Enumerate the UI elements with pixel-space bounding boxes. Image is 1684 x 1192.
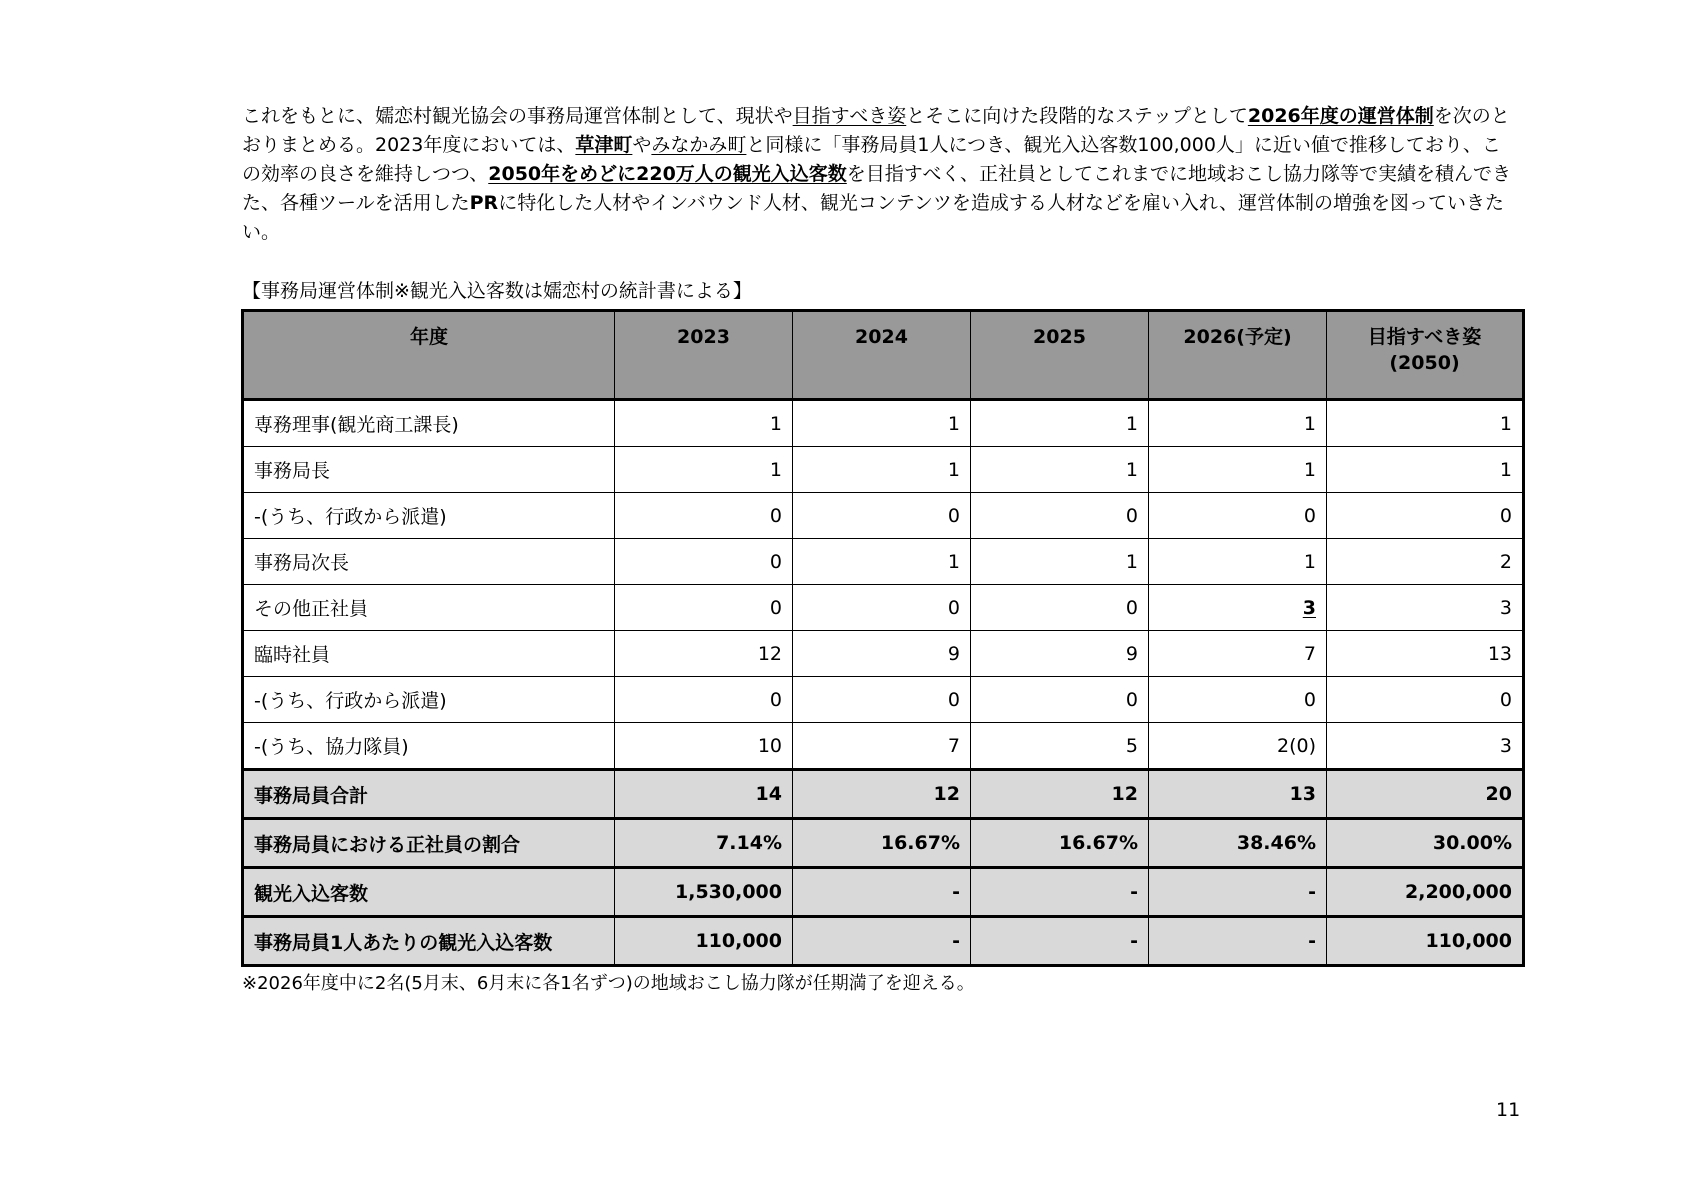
header-year: 年度	[243, 311, 615, 400]
text-run: や	[632, 134, 652, 156]
table-cell: 2,200,000	[1327, 868, 1524, 917]
table-cell: 0	[793, 677, 971, 723]
underlined-term: 草津町	[575, 134, 633, 156]
table-cell: 0	[1149, 493, 1327, 539]
table-cell: 0	[615, 539, 793, 585]
table-cell: 20	[1327, 770, 1524, 819]
table-cell: 1	[971, 447, 1149, 493]
table-row	[243, 493, 1524, 539]
table-cell: 2(0)	[1149, 723, 1327, 770]
table-cell: 0	[615, 493, 793, 539]
row-label: 臨時社員	[243, 631, 615, 677]
table-caption: 【事務局運営体制※観光入込客数は嬬恋村の統計書による】	[242, 280, 752, 302]
table-cell: 0	[1327, 677, 1524, 723]
table-row	[243, 677, 1524, 723]
table-cell: 0	[615, 585, 793, 631]
underlined-term: みなかみ町	[651, 134, 747, 156]
header-2025: 2025	[971, 311, 1149, 400]
text-run: これをもとに、嬬恋村観光協会の事務局運営体制として、現状や	[242, 105, 793, 127]
text-run: を目指すべく、正社員としてこれまでに地域おこし協力隊等で実績を積んできた、各種ツールを活用した	[242, 163, 1512, 214]
header-goal	[1327, 311, 1524, 400]
table-cell: 1	[793, 400, 971, 447]
table-cell: 110,000	[1327, 917, 1524, 966]
row-label: -(うち、行政から派遣)	[243, 677, 615, 723]
table-cell: 0	[793, 585, 971, 631]
row-label: 事務局員合計	[243, 770, 615, 819]
table-cell: 0	[971, 493, 1149, 539]
header-2023: 2023	[615, 311, 793, 400]
table-cell: 0	[1149, 677, 1327, 723]
table-row	[243, 723, 1524, 770]
table-cell: 5	[971, 723, 1149, 770]
underlined-term: 2026年度の運営体制	[1247, 105, 1434, 127]
text-run: を次のとおりまとめる。2023年度においては、	[242, 105, 1510, 156]
table-cell: -	[793, 917, 971, 966]
table-cell: 2	[1327, 539, 1524, 585]
row-label: 事務局員における正社員の割合	[243, 819, 615, 868]
table-cell: 1	[1149, 539, 1327, 585]
staffing-table	[241, 309, 1525, 967]
page-number: 11	[1496, 1099, 1521, 1121]
text-run: と同様に「事務局員1人につき、観光入込客数100,000人」に近い値で推移しており、この効率の良さを維持しつつ、	[242, 134, 1501, 185]
table-cell: 12	[793, 770, 971, 819]
bold-term: PR	[469, 192, 499, 214]
table-cell: -	[971, 868, 1149, 917]
table-row	[243, 585, 1524, 631]
table-cell: 1,530,000	[615, 868, 793, 917]
table-cell: 3	[1327, 585, 1524, 631]
table-cell: 16.67%	[971, 819, 1149, 868]
underlined-term: 2050年をめどに220万人の観光入込客数	[488, 163, 847, 185]
table-cell: 110,000	[615, 917, 793, 966]
table-cell: 1	[1327, 447, 1524, 493]
table-cell: 12	[971, 770, 1149, 819]
summary-row-visitors	[243, 868, 1524, 917]
table-cell: 12	[615, 631, 793, 677]
summary-row-ratio	[243, 819, 1524, 868]
table-cell: 1	[1327, 400, 1524, 447]
table-cell: -	[793, 868, 971, 917]
table-cell: -	[971, 917, 1149, 966]
table-footnote: ※2026年度中に2名(5月末、6月末に各1名ずつ)の地域おこし協力隊が任期満了を迎える。	[242, 973, 975, 994]
table-row	[243, 400, 1524, 447]
table-cell: 9	[971, 631, 1149, 677]
table-cell: 30.00%	[1327, 819, 1524, 868]
table-cell: 3	[1327, 723, 1524, 770]
table-cell: 38.46%	[1149, 819, 1327, 868]
table-row	[243, 539, 1524, 585]
table-cell: 0	[793, 493, 971, 539]
table-cell: 0	[1327, 493, 1524, 539]
intro-paragraph	[242, 102, 1512, 247]
header-goal-label: 目指すべき姿	[1367, 326, 1482, 348]
row-label: 事務局次長	[243, 539, 615, 585]
header-2024: 2024	[793, 311, 971, 400]
table-cell: 9	[793, 631, 971, 677]
table-cell: 0	[615, 677, 793, 723]
underlined-term: 目指すべき姿	[792, 105, 907, 127]
row-label: -(うち、行政から派遣)	[243, 493, 615, 539]
table-cell: 7	[1149, 631, 1327, 677]
table-cell: 14	[615, 770, 793, 819]
table-cell: -	[1149, 917, 1327, 966]
table-cell: 1	[1149, 400, 1327, 447]
row-label: 観光入込客数	[243, 868, 615, 917]
text-run: に特化した人材やインバウンド人材、観光コンテンツを造成する人材などを雇い入れ、運営体制の増強を図っていきたい。	[242, 192, 1505, 243]
table-cell: 1	[615, 447, 793, 493]
text-run: とそこに向けた段階的なステップとして	[906, 105, 1248, 127]
table-cell: 13	[1327, 631, 1524, 677]
summary-row-per-staff	[243, 917, 1524, 966]
header-goal-year: (2050)	[1389, 352, 1460, 374]
table-row	[243, 631, 1524, 677]
table-cell-highlighted	[1149, 585, 1327, 631]
table-cell: 7	[793, 723, 971, 770]
table-cell: -	[1149, 868, 1327, 917]
table-cell: 16.67%	[793, 819, 971, 868]
row-label: その他正社員	[243, 585, 615, 631]
table-header-row	[243, 311, 1524, 400]
summary-row-total	[243, 770, 1524, 819]
table-row	[243, 447, 1524, 493]
table-cell: 13	[1149, 770, 1327, 819]
row-label: 専務理事(観光商工課長)	[243, 400, 615, 447]
table-cell: 7.14%	[615, 819, 793, 868]
table-cell: 1	[971, 539, 1149, 585]
table-cell: 0	[971, 585, 1149, 631]
table-cell: 1	[971, 400, 1149, 447]
table-cell: 10	[615, 723, 793, 770]
table-cell: 1	[793, 447, 971, 493]
row-label: 事務局長	[243, 447, 615, 493]
table-cell: 0	[971, 677, 1149, 723]
header-2026: 2026(予定)	[1149, 311, 1327, 400]
highlighted-value: 3	[1302, 596, 1316, 619]
table-cell: 1	[615, 400, 793, 447]
table-cell: 1	[1149, 447, 1327, 493]
row-label: -(うち、協力隊員)	[243, 723, 615, 770]
row-label: 事務局員1人あたりの観光入込客数	[243, 917, 615, 966]
table-cell: 1	[793, 539, 971, 585]
